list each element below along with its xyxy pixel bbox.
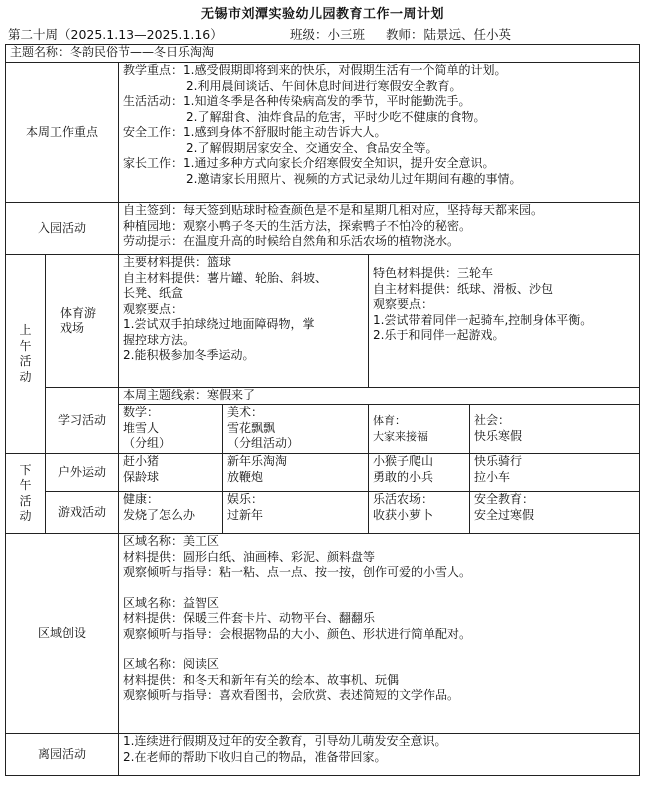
outdoor-cell bbox=[470, 454, 640, 492]
area-line: 材料提供：圆形白纸、油画棒、彩泥、颜料盘等 bbox=[123, 549, 376, 564]
games-cell bbox=[223, 492, 369, 534]
teacher-info: 教师：陆景远、任小英 bbox=[386, 27, 512, 42]
outdoor-label: 户外运动 bbox=[46, 454, 119, 492]
study-cell-line: （分组） bbox=[123, 436, 172, 450]
outdoor-cell bbox=[369, 454, 470, 492]
focus-line: 2.邀请家长用照片、视频的方式记录幼儿过年期间有趣的事情。 bbox=[186, 171, 522, 186]
study-cell-social bbox=[470, 405, 640, 454]
outdoor-cell-line: 勇敢的小兵 bbox=[373, 469, 434, 484]
theme-row bbox=[6, 45, 640, 63]
sports-left-line: 自主材料提供：薯片罐、轮胎、斜坡、 bbox=[123, 270, 328, 285]
areas-content bbox=[119, 534, 640, 734]
week-info: 第二十周（2025.1.13—2025.1.16） bbox=[8, 27, 223, 42]
areas-label: 区域创设 bbox=[6, 534, 119, 734]
study-clue-text: 本周主题线索：寒假来了 bbox=[123, 388, 256, 402]
sports-left-line: 握控球方法。 bbox=[123, 332, 196, 347]
study-cell-line: （分组活动） bbox=[227, 436, 300, 450]
plan-table bbox=[5, 44, 640, 776]
outdoor-cell-line: 赶小猪 bbox=[123, 454, 160, 468]
departure-label: 离园活动 bbox=[6, 734, 119, 776]
games-cell-line: 安全过寒假 bbox=[474, 507, 535, 522]
focus-line: 2.了解甜食、油炸食品的危害，平时少吃不健康的食物。 bbox=[186, 109, 486, 124]
games-cell-line: 健康： bbox=[123, 492, 160, 506]
sports-right-line: 2.乐于和同伴一起游戏。 bbox=[373, 328, 505, 342]
study-cell-line: 体育： bbox=[373, 414, 406, 427]
study-cell-math bbox=[119, 405, 223, 454]
sports-left-line: 主要材料提供：篮球 bbox=[123, 255, 232, 269]
morning-label-text: 上午活动 bbox=[19, 323, 32, 384]
document-title: 无锡市刘潭实验幼儿园教育工作一周计划 bbox=[200, 7, 444, 22]
sports-right-line: 1.尝试带着同伴一起骑车,控制身体平衡。 bbox=[373, 312, 593, 327]
outdoor-cell-line: 新年乐淘淘 bbox=[227, 454, 288, 468]
focus-label: 本周工作重点 bbox=[6, 63, 119, 203]
study-cell-line: 堆雪人 bbox=[123, 420, 160, 435]
games-cell-line: 收获小萝卜 bbox=[373, 507, 434, 522]
sports-left-line: 1.尝试双手拍球绕过地面障碍物，掌 bbox=[123, 317, 315, 331]
theme-name: 主题名称：冬韵民俗节——冬日乐淘淘 bbox=[10, 45, 215, 59]
games-cell bbox=[119, 492, 223, 534]
area-line: 区域名称：美工区 bbox=[123, 534, 220, 548]
arrival-label: 入园活动 bbox=[6, 203, 119, 255]
area-line: 观察倾听与指导：粘一粘、点一点、按一按，创作可爱的小雪人。 bbox=[123, 565, 472, 579]
study-cell-line: 雪花飘飘 bbox=[227, 420, 276, 435]
outdoor-cell bbox=[119, 454, 223, 492]
outdoor-cell-line: 小猴子爬山 bbox=[373, 454, 434, 468]
outdoor-cell-line: 放鞭炮 bbox=[227, 469, 264, 484]
focus-content bbox=[119, 63, 640, 203]
area-line: 材料提供：保暖三件套卡片、动物平台、翻翻乐 bbox=[123, 611, 376, 625]
arrival-line: 种植园地：观察小鸭子冬天的生活方法，探索鸭子不怕冷的秘密。 bbox=[123, 218, 472, 233]
sports-left-line: 2.能积极参加冬季运动。 bbox=[123, 348, 255, 362]
outdoor-cell-line: 拉小车 bbox=[474, 469, 511, 484]
games-cell-line: 过新年 bbox=[227, 507, 264, 522]
departure-line: 2.在老师的帮助下收归自己的物品，准备带回家。 bbox=[123, 749, 387, 764]
focus-line: 教学重点：1.感受假期即将到来的快乐，对假期生活有一个简单的计划。 bbox=[123, 63, 507, 77]
focus-line: 2.了解假期居家安全、交通安全、食品安全等。 bbox=[186, 140, 438, 155]
sports-left bbox=[119, 255, 369, 388]
sports-right-line: 自主材料提供：纸球、滑板、沙包 bbox=[373, 281, 554, 296]
area-line: 观察倾听与指导：喜欢看图书，会欣赏、表述简短的文学作品。 bbox=[123, 688, 460, 702]
area-line: 区域名称：阅读区 bbox=[123, 657, 220, 671]
games-label: 游戏活动 bbox=[46, 492, 119, 534]
sports-right bbox=[369, 255, 640, 388]
study-cell-line: 社会： bbox=[474, 413, 511, 427]
area-line: 区域名称：益智区 bbox=[123, 595, 220, 610]
sports-right-line: 观察要点： bbox=[373, 297, 434, 311]
study-cell-pe bbox=[369, 405, 470, 454]
games-cell-line: 发烧了怎么办 bbox=[123, 507, 196, 522]
departure-content bbox=[119, 734, 640, 776]
study-label: 学习活动 bbox=[46, 388, 119, 454]
games-cell bbox=[470, 492, 640, 534]
area-line: 观察倾听与指导：会根据物品的大小、颜色、形状进行简单配对。 bbox=[123, 626, 472, 641]
afternoon-label bbox=[6, 454, 46, 534]
sports-label-text: 体育游戏场 bbox=[60, 305, 97, 335]
outdoor-cell-line: 快乐骑行 bbox=[474, 454, 523, 468]
games-cell bbox=[369, 492, 470, 534]
focus-line: 2.利用晨间谈话、午间休息时间进行寒假安全教育。 bbox=[186, 78, 462, 93]
sports-left-line: 观察要点： bbox=[123, 301, 184, 316]
area-line: 材料提供：和冬天和新年有关的绘本、故事机、玩偶 bbox=[123, 672, 400, 687]
study-cell-line: 美术： bbox=[227, 405, 264, 419]
arrival-line: 自主签到：每天签到贴球时检查颜色是不是和星期几相对应，坚持每天都来园。 bbox=[123, 203, 544, 217]
sports-label bbox=[46, 255, 119, 388]
study-cell-art bbox=[223, 405, 369, 454]
games-cell-line: 乐活农场： bbox=[373, 492, 434, 506]
games-cell-line: 安全教育： bbox=[474, 492, 535, 506]
sports-left-line: 长凳、纸盒 bbox=[123, 286, 184, 300]
study-clue bbox=[119, 388, 640, 405]
sports-right-line: 特色材料提供：三轮车 bbox=[373, 266, 494, 280]
study-cell-line: 大家来接福 bbox=[373, 429, 428, 443]
departure-line: 1.连续进行假期及过年的安全教育，引导幼儿萌发安全意识。 bbox=[123, 734, 447, 748]
outdoor-cell-line: 保龄球 bbox=[123, 469, 160, 484]
study-cell-line: 快乐寒假 bbox=[474, 428, 523, 443]
focus-line: 家长工作：1.通过多种方式向家长介绍寒假安全知识，提升安全意识。 bbox=[123, 156, 495, 170]
morning-label bbox=[6, 255, 46, 454]
focus-line: 生活活动：1.知道冬季是各种传染病高发的季节，平时能勤洗手。 bbox=[123, 94, 471, 108]
afternoon-label-text: 下午活动 bbox=[19, 462, 32, 523]
arrival-line: 劳动提示：在温度升高的时候给自然角和乐活农场的植物浇水。 bbox=[123, 234, 460, 248]
arrival-content bbox=[119, 203, 640, 255]
focus-line: 安全工作：1.感到身体不舒服时能主动告诉大人。 bbox=[123, 125, 387, 139]
outdoor-cell bbox=[223, 454, 369, 492]
class-info: 班级：小三班 bbox=[290, 27, 366, 42]
study-cell-line: 数学： bbox=[123, 405, 160, 419]
games-cell-line: 娱乐： bbox=[227, 492, 264, 506]
